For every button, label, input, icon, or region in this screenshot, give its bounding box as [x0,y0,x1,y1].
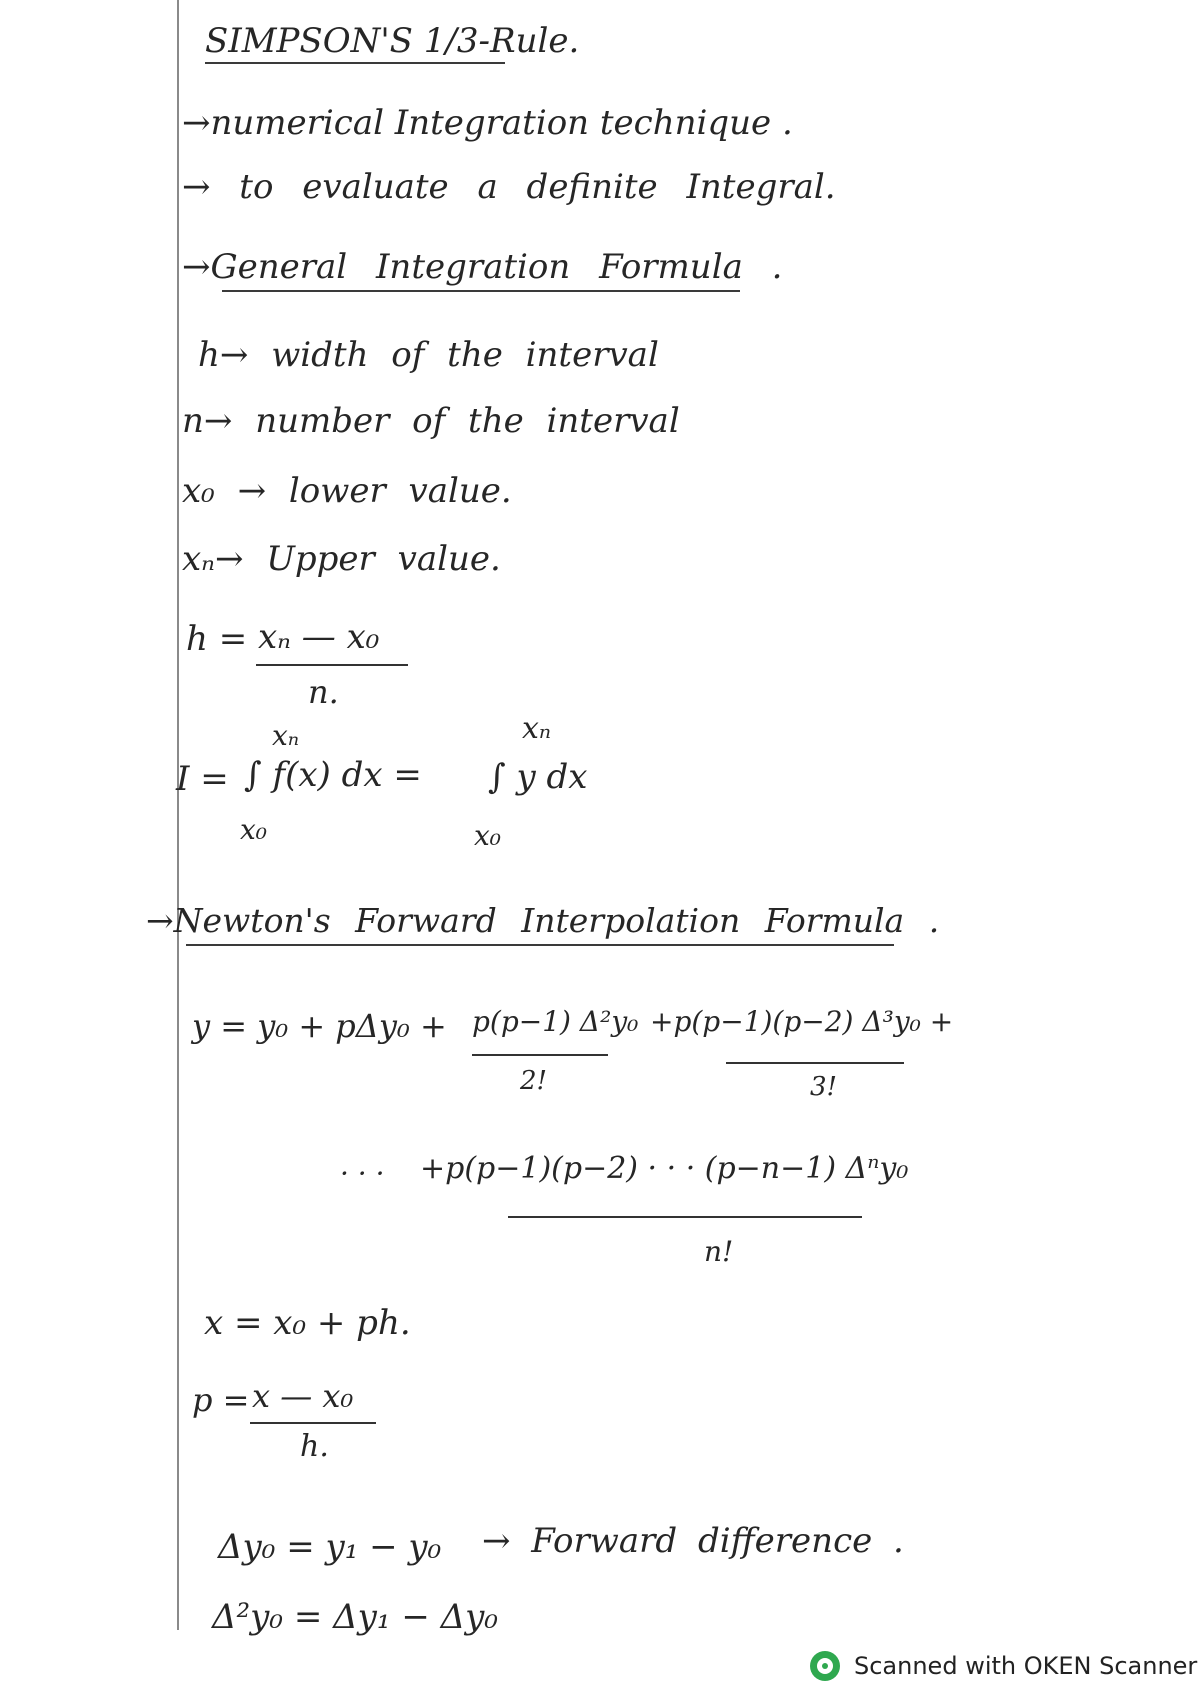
integral-upper-limit-1: xₙ [272,719,300,752]
newton-numerator-3: +p(p−1)(p−2) Δ³y₀ + [650,1005,954,1038]
integral-body-1: ∫ f(x) dx = [244,755,422,795]
h-formula-lhs: h = [186,619,248,659]
scanner-watermark [810,1646,1197,1686]
h-formula-denominator: n. [308,673,339,711]
bullet-general-formula: →General Integration Formula . [182,247,783,287]
bullet-numerical-integration: →numerical Integration technique . [182,103,793,143]
forward-difference-1: Δy₀ = y₁ − y₀ [218,1527,442,1567]
definition-h: h→ width of the interval [198,335,659,375]
newton-term-1: y = y₀ + pΔy₀ + [192,1007,447,1045]
newton-denominator-4: n! [704,1235,734,1268]
newton-fraction-bar-4 [508,1216,862,1218]
forward-difference-2: Δ²y₀ = Δy₁ − Δy₀ [212,1597,499,1637]
scanner-watermark-text: Scanned with OKEN Scanner [854,1652,1198,1680]
p-formula-numerator: x — x₀ [252,1377,354,1415]
newton-numerator-2: p(p−1) Δ²y₀ [472,1005,639,1038]
margin-line [177,0,179,1630]
newton-heading-underline [186,944,894,946]
newton-denominator-3: 3! [810,1072,837,1102]
integral-upper-limit-2: xₙ [522,711,552,746]
forward-difference-note: → Forward difference . [482,1521,904,1561]
integral-body-2: ∫ y dx [488,757,588,797]
page-title: SIMPSON'S 1/3-Rule. [205,21,580,61]
definition-xn: xₙ→ Upper value. [182,539,501,579]
integral-lhs: I = [176,759,229,799]
bullet-definite-integral: → to evaluate a definite Integral. [182,167,836,207]
h-formula-numerator: xₙ — x₀ [258,617,380,657]
definition-n: n→ number of the interval [182,401,680,441]
p-formula-denominator: h. [300,1429,329,1464]
newton-heading: →Newton's Forward Interpolation Formula . [146,901,940,940]
newton-fraction-bar-2 [472,1054,608,1056]
general-formula-underline [222,290,740,292]
p-formula-lhs: p = [192,1381,250,1419]
title-underline [205,62,505,64]
oken-scanner-logo-icon [810,1651,840,1681]
newton-denominator-2: 2! [520,1066,547,1096]
newton-fraction-bar-3 [726,1062,904,1064]
integral-lower-limit-1: x₀ [240,813,268,846]
newton-continuation-dots: · · · [340,1157,385,1190]
newton-numerator-4: +p(p−1)(p−2) · · · (p−n−1) Δⁿy₀ [420,1151,909,1186]
definition-x0: x₀ → lower value. [182,471,512,511]
p-formula-fraction-bar [250,1422,376,1424]
x-equation: x = x₀ + ph. [204,1303,411,1343]
integral-lower-limit-2: x₀ [474,819,502,852]
h-formula-fraction-bar [256,664,408,666]
